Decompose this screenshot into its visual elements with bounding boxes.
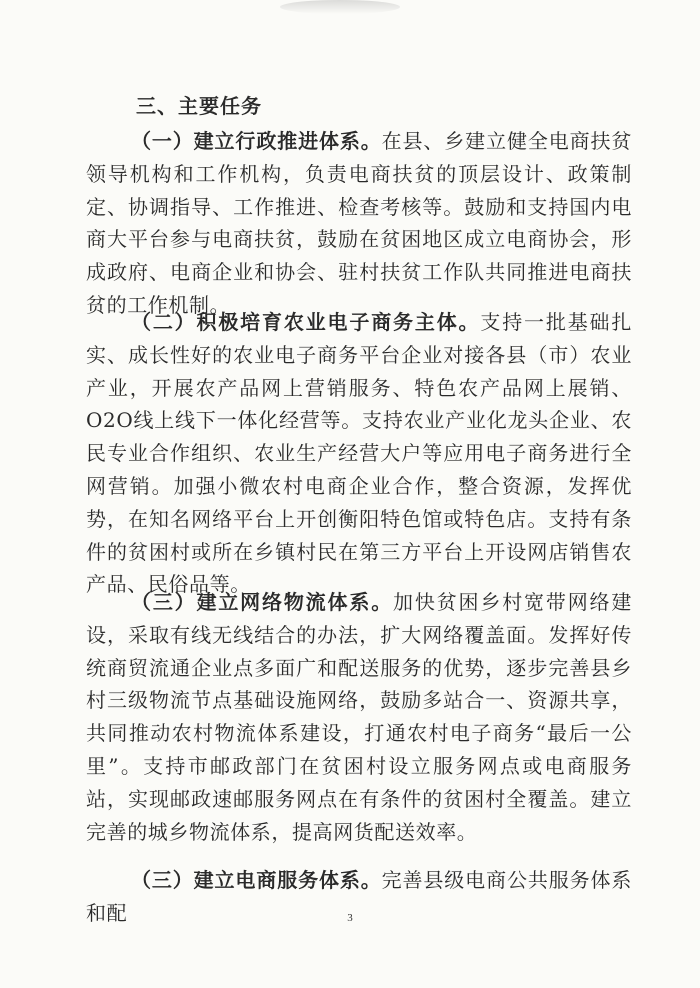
paragraph-body: 完善县级电商公共服务体系和配 bbox=[86, 868, 632, 925]
paragraph-lead: （二）积极培育农业电子商务主体。 bbox=[131, 310, 481, 334]
paragraph-lead: （一）建立行政推进体系。 bbox=[131, 129, 382, 153]
paragraph-lead: （三）建立网络物流体系。 bbox=[131, 590, 394, 614]
section-title: 三、主要任务 bbox=[136, 94, 262, 118]
paragraph-body: 在县、乡建立健全电商扶贫领导机构和工作机构，负责电商扶贫的顶层设计、政策制定、协调指导、工作推进、检查考核等。鼓励和支持国内电商大平台参与电商扶贫，鼓励在贫困地区成立电商协会，形成政府、电商企业和协会、驻村扶贫工作队共同推进电商扶贫的工作机制。 bbox=[86, 129, 632, 317]
paragraph-body: 支持一批基础扎实、成长性好的农业电子商务平台企业对接各县（市）农业产业，开展农产品网上营销服务、特色农产品网上展销、O2O线上线下一体化经营等。支持农业产业化龙头企业、农民专业合作组织、农业生产经营大户等应用电子商务进行全网营销。加强小微农村电商企业合作，整合资源，发挥优势，在知名网络平台上开创衡阳特色馆或特色店。支持有条件的贫困村或所在乡镇村民在第三方平台上开设网店销售农产品、民俗品等。 bbox=[86, 310, 632, 597]
paragraph-administrative-system bbox=[86, 125, 632, 322]
scan-smudge bbox=[280, 0, 400, 14]
paragraph-logistics-system bbox=[86, 586, 632, 848]
paragraph-lead: （三）建立电商服务体系。 bbox=[131, 868, 382, 892]
page-number: 3 bbox=[347, 912, 353, 924]
paragraph-body: 加快贫困乡村宽带网络建设，采取有线无线结合的办法，扩大网络覆盖面。发挥好传统商贸流通企业点多面广和配送服务的优势，逐步完善县乡村三级物流节点基础设施网络，鼓励多站合一、资源共享，共同推动农村物流体系建设，打通农村电子商务“最后一公里”。支持市邮政部门在贫困村设立服务网点或电商服务站，实现邮政速邮服务网点在有条件的贫困村全覆盖。建立完善的城乡物流体系，提高网货配送效率。 bbox=[86, 590, 632, 844]
paragraph-ecommerce-entities bbox=[86, 306, 632, 601]
